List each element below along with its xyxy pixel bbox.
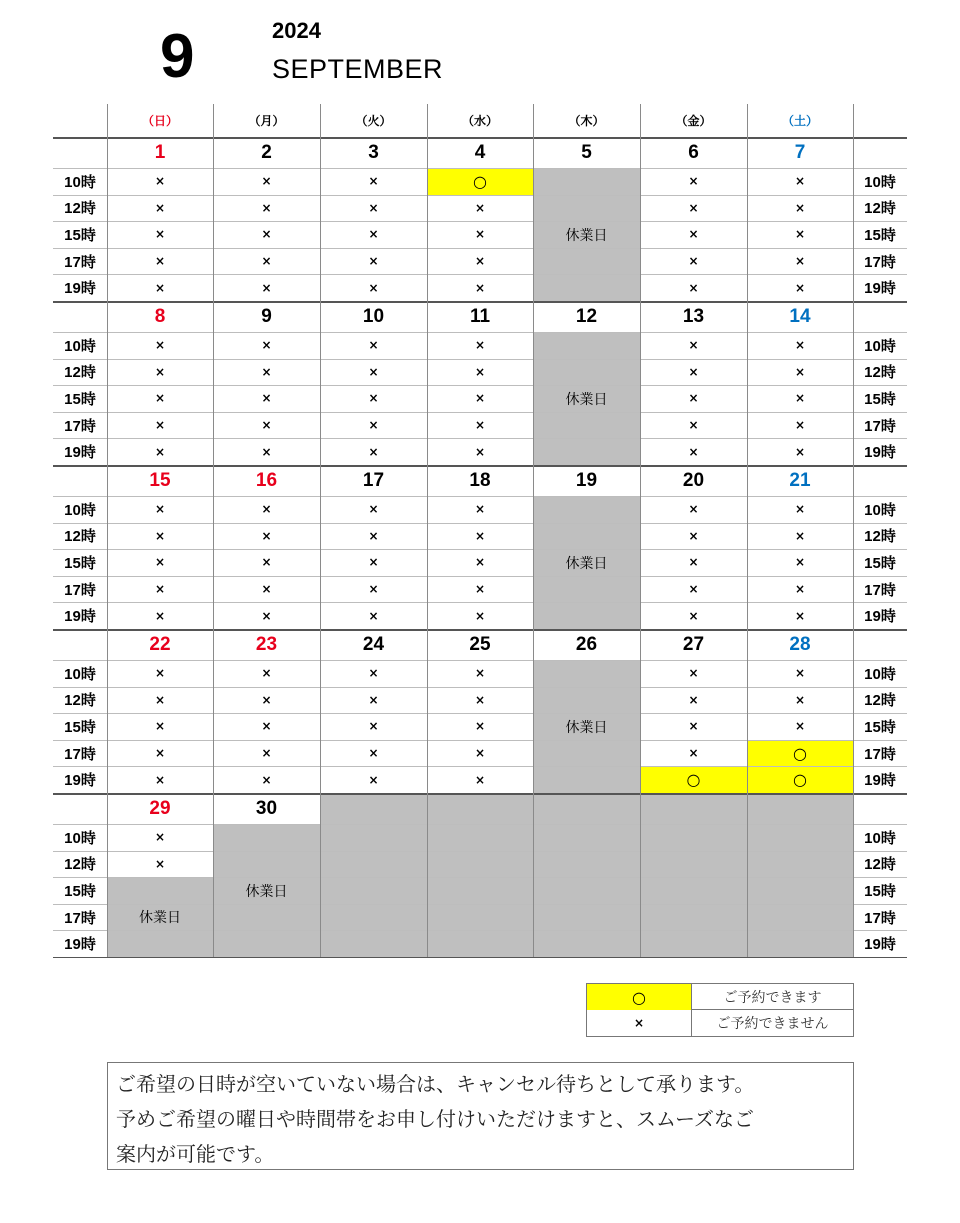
unavailable-slot: ×	[474, 692, 486, 707]
weekday-label: （月）	[248, 114, 285, 128]
unavailable-slot: ×	[368, 391, 379, 406]
unavailable-slot: ×	[688, 608, 699, 623]
closed-day-cell: 休業日	[533, 660, 640, 793]
unavailable-slot: ×	[688, 338, 699, 353]
header-year: 2024	[272, 18, 321, 43]
time-slot-label: 12時	[864, 856, 896, 874]
unavailable-slot: ×	[261, 719, 272, 734]
unavailable-slot: ×	[261, 391, 272, 406]
unavailable-slot: ×	[688, 391, 699, 406]
day-number: 8	[154, 305, 166, 327]
available-slot[interactable]: ○	[747, 740, 853, 767]
time-slot-label: 15時	[864, 390, 896, 408]
row-divider	[53, 523, 907, 524]
unavailable-slot: ×	[794, 608, 806, 623]
weekday-label: （日）	[141, 114, 178, 128]
unavailable-slot: ×	[368, 227, 379, 242]
time-slot-label: 12時	[864, 200, 896, 218]
unavailable-slot: ×	[474, 200, 486, 215]
unavailable-slot: ×	[794, 338, 806, 353]
unavailable-slot: ×	[154, 830, 166, 845]
unavailable-slot: ×	[261, 174, 272, 189]
unavailable-slot: ×	[261, 364, 272, 379]
week-divider	[53, 465, 907, 467]
day-number: 17	[362, 469, 385, 491]
unavailable-slot: ×	[368, 772, 379, 787]
time-slot-label: 15時	[64, 882, 96, 900]
available-slot[interactable]: ○	[427, 168, 533, 195]
unavailable-slot: ×	[474, 502, 486, 517]
time-slot-label: 15時	[64, 554, 96, 572]
unavailable-slot: ×	[474, 280, 486, 295]
row-divider	[53, 851, 907, 852]
note-line-1: ご希望の日時が空いていない場合は、キャンセル待ちとして承ります。	[116, 1072, 755, 1096]
bottom-border	[53, 957, 907, 958]
unavailable-slot: ×	[474, 254, 486, 269]
unavailable-slot: ×	[688, 502, 699, 517]
time-slot-label: 10時	[864, 501, 896, 519]
time-slot-label: 15時	[864, 554, 896, 572]
time-slot-label: 10時	[64, 665, 96, 683]
day-number: 21	[789, 469, 811, 491]
unavailable-slot: ×	[688, 174, 699, 189]
time-slot-label: 17時	[64, 909, 96, 927]
unavailable-slot: ×	[368, 280, 379, 295]
day-number: 10	[362, 305, 385, 327]
legend-available-text: ご予約できます	[723, 990, 822, 1006]
unavailable-slot: ×	[154, 692, 166, 707]
day-number: 12	[575, 305, 598, 327]
day-number: 25	[469, 633, 491, 655]
unavailable-slot: ×	[154, 200, 166, 215]
unavailable-slot: ×	[368, 364, 379, 379]
unavailable-slot: ×	[368, 200, 379, 215]
closed-day-cell: 休業日	[107, 877, 213, 957]
unavailable-slot: ×	[794, 582, 806, 597]
empty-days-area	[320, 793, 853, 957]
time-slot-label: 19時	[864, 280, 896, 298]
day-number: 23	[255, 633, 278, 655]
header-month-number: 9	[160, 22, 195, 91]
legend-unavailable-symbol: ×	[587, 1010, 692, 1036]
time-slot-label: 17時	[864, 253, 896, 271]
weekday-label: （水）	[461, 114, 498, 128]
unavailable-slot: ×	[154, 280, 166, 295]
time-slot-label: 15時	[864, 226, 896, 244]
row-divider	[53, 496, 907, 497]
unavailable-slot: ×	[261, 555, 272, 570]
column-divider	[213, 104, 214, 957]
day-number: 7	[794, 141, 806, 163]
day-number: 28	[789, 633, 811, 655]
unavailable-slot: ×	[154, 444, 166, 459]
unavailable-slot: ×	[794, 528, 806, 543]
unavailable-slot: ×	[368, 746, 379, 761]
unavailable-slot: ×	[794, 200, 806, 215]
time-slot-label: 10時	[64, 501, 96, 519]
time-slot-label: 10時	[64, 173, 96, 191]
time-slot-label: 15時	[64, 718, 96, 736]
legend-row-available	[587, 984, 853, 1010]
unavailable-slot: ×	[794, 502, 806, 517]
time-slot-label: 19時	[64, 608, 96, 626]
time-slot-label: 17時	[864, 581, 896, 599]
day-number: 3	[368, 141, 379, 163]
time-slot-label: 17時	[64, 417, 96, 435]
legend-row-unavailable	[587, 1010, 853, 1036]
time-slot-label: 12時	[64, 692, 96, 710]
unavailable-slot: ×	[368, 608, 379, 623]
unavailable-slot: ×	[688, 364, 699, 379]
column-divider	[533, 104, 534, 957]
day-number: 16	[255, 469, 278, 491]
unavailable-slot: ×	[154, 227, 166, 242]
row-divider	[53, 412, 907, 413]
unavailable-slot: ×	[154, 555, 166, 570]
unavailable-slot: ×	[474, 338, 486, 353]
legend-unavailable-text: ご予約できません	[716, 1016, 829, 1032]
row-divider	[53, 824, 907, 825]
time-slot-label: 19時	[64, 936, 96, 954]
time-slot-label: 17時	[864, 417, 896, 435]
row-divider	[53, 385, 907, 386]
unavailable-slot: ×	[688, 746, 699, 761]
day-number: 19	[575, 469, 598, 491]
unavailable-slot: ×	[154, 719, 166, 734]
unavailable-slot: ×	[154, 528, 166, 543]
time-slot-label: 17時	[64, 745, 96, 763]
unavailable-slot: ×	[154, 338, 166, 353]
time-slot-label: 19時	[864, 936, 896, 954]
day-number: 14	[789, 305, 811, 327]
day-number: 22	[149, 633, 171, 655]
time-slot-label: 12時	[64, 200, 96, 218]
unavailable-slot: ×	[688, 200, 699, 215]
unavailable-slot: ×	[368, 338, 379, 353]
unavailable-slot: ×	[261, 582, 272, 597]
unavailable-slot: ×	[261, 746, 272, 761]
day-number: 20	[682, 469, 705, 491]
unavailable-slot: ×	[261, 528, 272, 543]
day-number: 27	[682, 633, 705, 655]
unavailable-slot: ×	[154, 174, 166, 189]
time-slot-label: 12時	[864, 528, 896, 546]
unavailable-slot: ×	[154, 608, 166, 623]
day-number: 29	[149, 797, 171, 819]
unavailable-slot: ×	[794, 174, 806, 189]
time-slot-label: 12時	[864, 364, 896, 382]
day-number: 24	[362, 633, 385, 655]
unavailable-slot: ×	[261, 418, 272, 433]
day-number: 30	[255, 797, 278, 819]
unavailable-slot: ×	[688, 582, 699, 597]
column-divider	[107, 104, 108, 957]
closed-day-cell: 休業日	[213, 824, 320, 957]
row-divider	[53, 930, 907, 931]
unavailable-slot: ×	[688, 528, 699, 543]
closed-day-cell: 休業日	[533, 496, 640, 629]
note-line-2: 予めご希望の曜日や時間帯をお申し付けいただけますと、スムーズなご	[116, 1107, 754, 1131]
unavailable-slot: ×	[261, 502, 272, 517]
week-divider	[53, 137, 907, 139]
unavailable-slot: ×	[794, 719, 806, 734]
unavailable-slot: ×	[794, 391, 806, 406]
unavailable-slot: ×	[261, 280, 272, 295]
unavailable-slot: ×	[474, 418, 486, 433]
unavailable-slot: ×	[794, 280, 806, 295]
unavailable-slot: ×	[688, 692, 699, 707]
row-divider	[53, 740, 907, 741]
unavailable-slot: ×	[474, 719, 486, 734]
column-divider	[853, 104, 854, 957]
unavailable-slot: ×	[154, 502, 166, 517]
unavailable-slot: ×	[688, 444, 699, 459]
time-slot-label: 17時	[64, 253, 96, 271]
row-divider	[53, 877, 907, 878]
unavailable-slot: ×	[474, 444, 486, 459]
unavailable-slot: ×	[154, 254, 166, 269]
week-divider	[53, 301, 907, 303]
row-divider	[53, 332, 907, 333]
unavailable-slot: ×	[474, 364, 486, 379]
waitlist-note	[107, 1062, 854, 1170]
unavailable-slot: ×	[688, 555, 699, 570]
row-divider	[53, 248, 907, 249]
day-number: 6	[688, 141, 699, 163]
row-divider	[53, 274, 907, 275]
time-slot-label: 19時	[864, 608, 896, 626]
row-divider	[53, 221, 907, 222]
row-divider	[53, 576, 907, 577]
unavailable-slot: ×	[261, 200, 272, 215]
day-number: 1	[154, 141, 166, 163]
week-divider	[53, 793, 907, 795]
time-slot-label: 10時	[864, 665, 896, 683]
week-divider	[53, 629, 907, 631]
unavailable-slot: ×	[261, 692, 272, 707]
time-slot-label: 19時	[64, 444, 96, 462]
unavailable-slot: ×	[154, 856, 166, 871]
unavailable-slot: ×	[794, 364, 806, 379]
row-divider	[53, 713, 907, 714]
unavailable-slot: ×	[261, 608, 272, 623]
unavailable-slot: ×	[261, 338, 272, 353]
column-divider	[747, 104, 748, 957]
unavailable-slot: ×	[154, 746, 166, 761]
unavailable-slot: ×	[794, 418, 806, 433]
unavailable-slot: ×	[688, 719, 699, 734]
weekday-label: （木）	[568, 114, 605, 128]
time-slot-label: 17時	[64, 581, 96, 599]
row-divider	[53, 687, 907, 688]
column-divider	[640, 104, 641, 957]
column-divider	[427, 104, 428, 957]
unavailable-slot: ×	[368, 528, 379, 543]
time-slot-label: 12時	[64, 528, 96, 546]
day-number: 18	[469, 469, 491, 491]
available-slot[interactable]: ○	[747, 766, 853, 793]
unavailable-slot: ×	[688, 254, 699, 269]
day-number: 13	[682, 305, 705, 327]
time-slot-label: 12時	[64, 364, 96, 382]
header-month-name: SEPTEMBER	[272, 54, 444, 84]
time-slot-label: 10時	[864, 829, 896, 847]
unavailable-slot: ×	[474, 608, 486, 623]
unavailable-slot: ×	[688, 418, 699, 433]
unavailable-slot: ×	[688, 227, 699, 242]
unavailable-slot: ×	[688, 666, 699, 681]
weekday-label: （火）	[355, 114, 392, 128]
row-divider	[53, 660, 907, 661]
unavailable-slot: ×	[154, 418, 166, 433]
unavailable-slot: ×	[368, 254, 379, 269]
unavailable-slot: ×	[368, 719, 379, 734]
time-slot-label: 12時	[864, 692, 896, 710]
closed-day-cell: 休業日	[533, 332, 640, 465]
row-divider	[53, 359, 907, 360]
unavailable-slot: ×	[794, 227, 806, 242]
time-slot-label: 19時	[64, 280, 96, 298]
unavailable-slot: ×	[688, 280, 699, 295]
day-number: 2	[261, 141, 272, 163]
unavailable-slot: ×	[474, 666, 486, 681]
unavailable-slot: ×	[368, 418, 379, 433]
row-divider	[53, 438, 907, 439]
weekday-label: （金）	[675, 114, 712, 128]
unavailable-slot: ×	[368, 555, 379, 570]
unavailable-slot: ×	[368, 666, 379, 681]
unavailable-slot: ×	[154, 391, 166, 406]
row-divider	[53, 766, 907, 767]
row-divider	[53, 195, 907, 196]
unavailable-slot: ×	[368, 174, 379, 189]
time-slot-label: 10時	[64, 829, 96, 847]
unavailable-slot: ×	[261, 772, 272, 787]
unavailable-slot: ×	[261, 227, 272, 242]
weekday-label: （土）	[781, 114, 818, 128]
unavailable-slot: ×	[474, 391, 486, 406]
unavailable-slot: ×	[474, 555, 486, 570]
legend-available-symbol: ○	[587, 984, 692, 1010]
time-slot-label: 19時	[864, 444, 896, 462]
row-divider	[53, 549, 907, 550]
column-divider	[320, 104, 321, 957]
day-number: 26	[575, 633, 598, 655]
day-number: 11	[469, 305, 491, 327]
unavailable-slot: ×	[794, 555, 806, 570]
unavailable-slot: ×	[368, 444, 379, 459]
row-divider	[53, 904, 907, 905]
closed-day-cell: 休業日	[533, 168, 640, 301]
unavailable-slot: ×	[474, 746, 486, 761]
unavailable-slot: ×	[154, 364, 166, 379]
time-slot-label: 10時	[864, 337, 896, 355]
time-slot-label: 12時	[64, 856, 96, 874]
time-slot-label: 15時	[864, 882, 896, 900]
row-divider	[53, 602, 907, 603]
time-slot-label: 10時	[64, 337, 96, 355]
unavailable-slot: ×	[474, 528, 486, 543]
day-number: 15	[149, 469, 171, 491]
unavailable-slot: ×	[474, 772, 486, 787]
day-number: 9	[261, 305, 272, 327]
unavailable-slot: ×	[261, 666, 272, 681]
unavailable-slot: ×	[368, 692, 379, 707]
time-slot-label: 15時	[864, 718, 896, 736]
unavailable-slot: ×	[154, 666, 166, 681]
unavailable-slot: ×	[794, 692, 806, 707]
unavailable-slot: ×	[794, 444, 806, 459]
unavailable-slot: ×	[261, 444, 272, 459]
time-slot-label: 15時	[64, 390, 96, 408]
unavailable-slot: ×	[474, 227, 486, 242]
time-slot-label: 10時	[864, 173, 896, 191]
day-number: 5	[581, 141, 592, 163]
time-slot-label: 17時	[864, 909, 896, 927]
time-slot-label: 19時	[64, 772, 96, 790]
unavailable-slot: ×	[794, 254, 806, 269]
unavailable-slot: ×	[261, 254, 272, 269]
unavailable-slot: ×	[794, 666, 806, 681]
time-slot-label: 15時	[64, 226, 96, 244]
available-slot[interactable]: ○	[640, 766, 747, 793]
unavailable-slot: ×	[368, 502, 379, 517]
day-number: 4	[474, 141, 486, 163]
unavailable-slot: ×	[154, 772, 166, 787]
row-divider	[53, 168, 907, 169]
unavailable-slot: ×	[368, 582, 379, 597]
note-line-3: 案内が可能です。	[116, 1142, 275, 1166]
time-slot-label: 19時	[864, 772, 896, 790]
legend	[586, 983, 854, 1037]
time-slot-label: 17時	[864, 745, 896, 763]
unavailable-slot: ×	[474, 582, 486, 597]
unavailable-slot: ×	[154, 582, 166, 597]
